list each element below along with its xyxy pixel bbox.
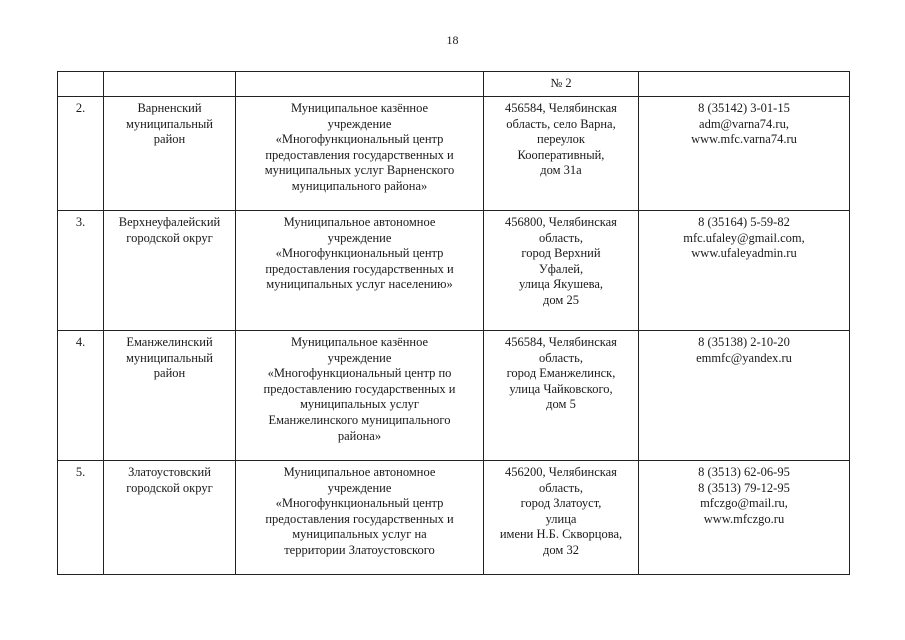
address-cell [484,461,639,575]
page-number: 18 [446,33,459,47]
row-number-cell [58,97,104,211]
institution-line: «Многофункциональный центр по [267,366,452,381]
district-line: Златоустовский [128,465,211,479]
address-line: Уфалей, [538,261,584,276]
row-number-cell [58,461,104,575]
institution-line: Муниципальное автономное [283,465,436,479]
contacts-line: 8 (3513) 79-12-95 [698,480,790,495]
district-line: район [153,132,186,147]
appendix-label: № 2 [550,76,572,90]
institution-cell [236,97,484,211]
address-line: 456800, Челябинская [505,215,617,229]
institution-cell [236,211,484,331]
institution-line: предоставления государственных и [265,147,454,162]
address-line: улица [545,511,577,526]
district-line: муниципальный [126,350,213,365]
header-cell-district [104,72,236,97]
institution-line: предоставлению государственных и [263,381,456,396]
district-line: Варненский [137,101,202,115]
district-cell [104,97,236,211]
header-cell-address [484,72,639,97]
table-row [58,97,850,211]
address-line: 456584, Челябинская [505,335,617,349]
address-cell [484,331,639,461]
institution-line: Еманжелинского муниципального [268,412,451,427]
row-number: 4. [75,335,86,349]
institution-line: «Многофункциональный центр [275,246,444,261]
address-line: переулок [537,132,585,147]
address-line: область, [539,230,583,245]
institution-line: учреждение [327,350,392,365]
row-number: 3. [75,215,86,229]
contacts-line: 8 (35142) 3-01-15 [698,101,790,115]
institution-line: Муниципальное казённое [290,101,429,115]
address-cell [484,211,639,331]
address-cell [484,97,639,211]
institution-line: муниципальных услуг [299,397,420,412]
district-line: городской округ [126,480,213,495]
row-number-cell [58,211,104,331]
table-row [58,211,850,331]
address-line: улица Чайковского, [509,381,613,396]
institution-line: «Многофункциональный центр [275,496,444,511]
address-line: город Верхний [521,246,601,261]
institution-line: муниципального района» [291,178,428,193]
institution-line: территории Златоустовского [284,542,435,557]
header-cell-contacts [639,72,850,97]
address-line: Кооперативный, [517,147,605,162]
contacts-line: www.mfczgo.ru [703,511,785,526]
contacts-line: www.ufaleyadmin.ru [691,246,797,261]
table-row [58,461,850,575]
address-line: город Златоуст, [520,496,602,511]
district-line: Еманжелинский [126,335,213,349]
institution-cell [236,461,484,575]
address-line: область, [539,350,583,365]
header-cell-num [58,72,104,97]
address-line: 456584, Челябинская [505,101,617,115]
contacts-cell [639,331,850,461]
institution-line: муниципальных услуг на [292,527,427,542]
address-line: 456200, Челябинская [505,465,617,479]
contacts-cell [639,211,850,331]
address-line: имени Н.Б. Скворцова, [499,527,623,542]
contacts-line: www.mfc.varna74.ru [691,132,797,147]
district-line: район [153,366,186,381]
contacts-line: 8 (35138) 2-10-20 [698,335,790,349]
table-row [58,331,850,461]
institution-line: «Многофункциональный центр [275,132,444,147]
mfc-registry-table [57,71,850,575]
address-line: город Еманжелинск, [506,366,616,381]
contacts-line: mfc.ufaley@gmail.com, [683,230,805,245]
contacts-line: adm@varna74.ru, [699,116,789,131]
address-line: область, село Варна, [506,116,616,131]
institution-line: предоставления государственных и [265,511,454,526]
institution-line: учреждение [327,230,392,245]
district-cell [104,461,236,575]
row-number: 2. [75,101,86,115]
institution-line: района» [337,428,382,443]
contacts-cell [639,461,850,575]
institution-line: учреждение [327,116,392,131]
address-line: область, [539,480,583,495]
row-number: 5. [75,465,86,479]
contacts-cell [639,97,850,211]
institution-cell [236,331,484,461]
contacts-line: emmfc@yandex.ru [696,350,792,365]
district-line: Верхнеуфалейский [118,215,221,229]
institution-line: Муниципальное казённое [290,335,429,349]
header-cell-institution [236,72,484,97]
institution-line: муниципальных услуг населению» [266,277,453,292]
address-line: улица Якушева, [518,277,604,292]
district-cell [104,211,236,331]
contacts-line: 8 (3513) 62-06-95 [698,465,790,479]
address-line: дом 5 [546,397,576,412]
district-line: муниципальный [126,116,213,131]
institution-line: муниципальных услуг Варненского [264,163,455,178]
district-cell [104,331,236,461]
institution-line: предоставления государственных и [265,261,454,276]
address-line: дом 25 [543,292,579,307]
contacts-line: 8 (35164) 5-59-82 [698,215,790,229]
address-line: дом 32 [543,542,579,557]
address-line: дом 31а [540,163,582,178]
row-number-cell [58,331,104,461]
table-header-row [58,72,850,97]
institution-line: Муниципальное автономное [283,215,436,229]
contacts-line: mfczgo@mail.ru, [700,496,788,511]
institution-line: учреждение [327,480,392,495]
district-line: городской округ [126,230,213,245]
